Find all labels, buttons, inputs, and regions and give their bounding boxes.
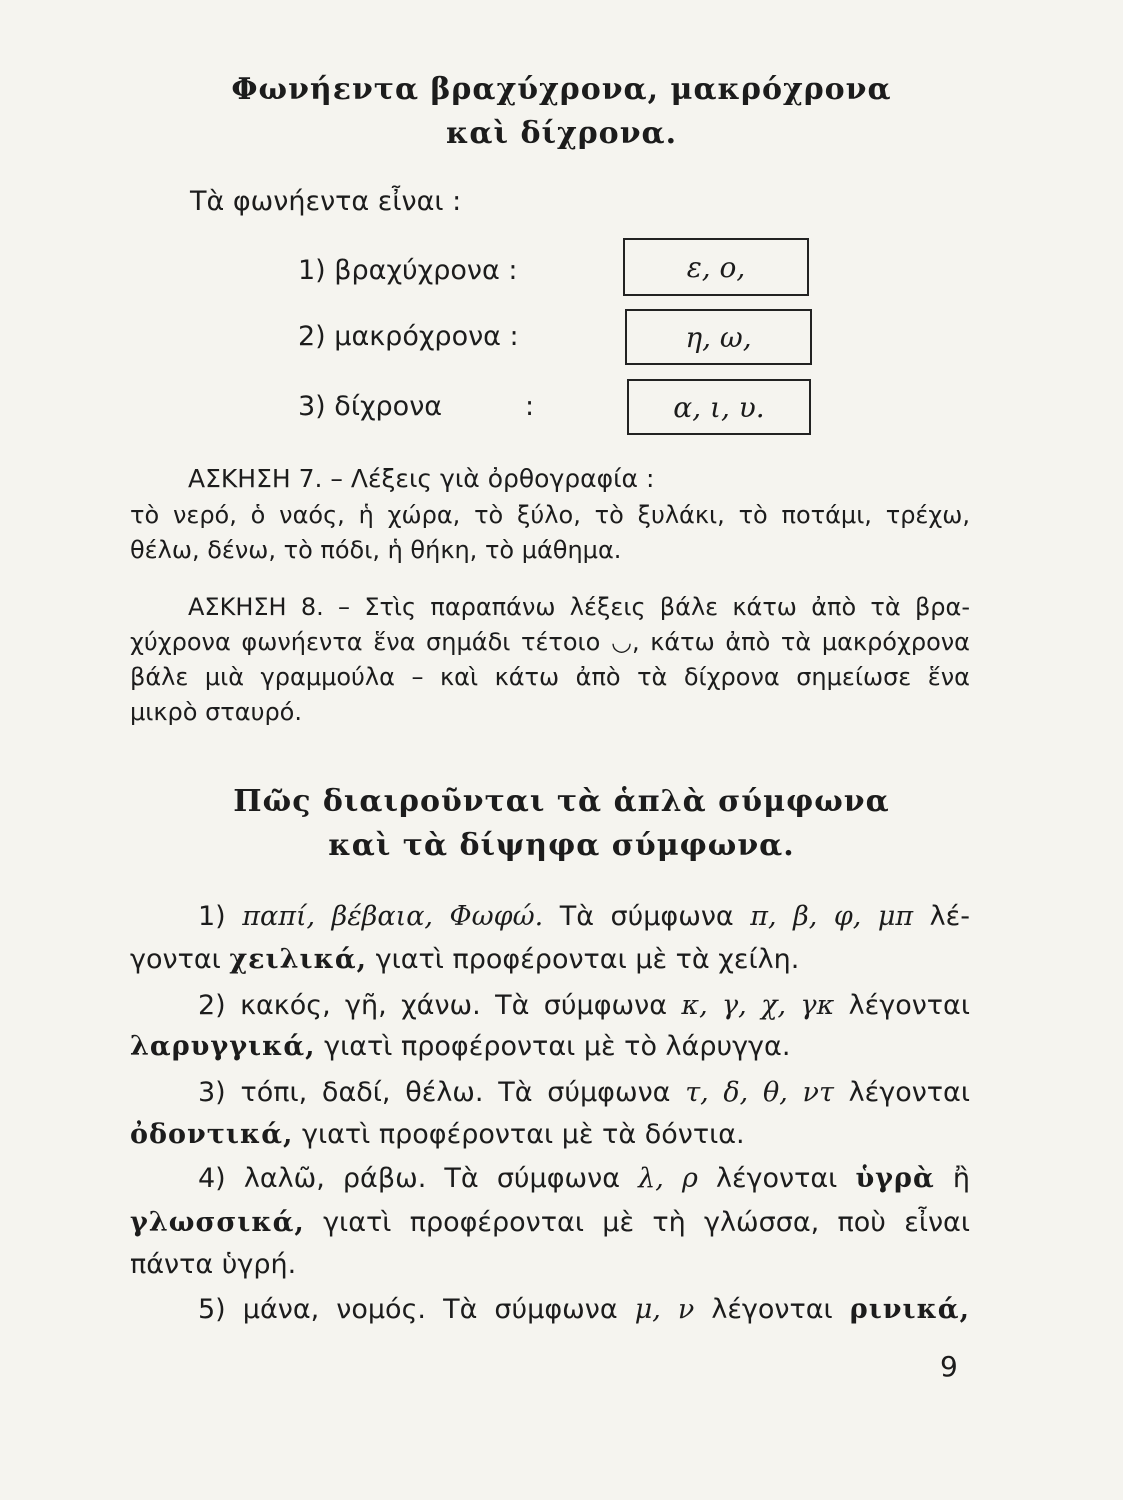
section1-title-line1: Φωνήεντα βραχύχρονα, μακρόχρονα bbox=[231, 72, 892, 107]
exercise7-line3: θέλω, δένω, τὸ πόδι, ἡ θήκη, τὸ μάθημα. bbox=[130, 536, 622, 564]
consonant-item-4-letters: λ, ρ bbox=[638, 1163, 698, 1194]
exercise8-line4: μικρὸ σταυρό. bbox=[130, 698, 302, 726]
consonant-item-4-line2: γλωσσικά, γιατὶ προφέρονται μὲ τὴ γλώσσα, ποὺ εἶναι bbox=[130, 1207, 970, 1238]
vowel-box-1 bbox=[623, 238, 809, 296]
term-labial: χειλικά, bbox=[229, 944, 368, 975]
consonant-item-5-line1: 5) μάνα, νομός. Τὰ σύμφωνα μ, ν λέγονται ρινικά, bbox=[198, 1294, 970, 1325]
section2-title-line2: καὶ τὰ δίψηφα σύμφωνα. bbox=[328, 828, 795, 863]
consonant-item-2-line1: 2) κακός, γῆ, χάνω. Τὰ σύμφωνα κ, γ, χ, γκ λέγονται bbox=[198, 990, 970, 1021]
consonant-item-2-letters: κ, γ, χ, γκ bbox=[681, 990, 835, 1021]
page-number: 9 bbox=[940, 1350, 958, 1383]
consonant-item-1-line1: 1) παπί, βέβαια, Φωφώ. Τὰ σύμφωνα π, β, φ, μπ λέ- bbox=[198, 901, 970, 932]
consonant-item-1-letters: π, β, φ, μπ bbox=[750, 901, 914, 932]
term-nasal: ρινικά, bbox=[849, 1294, 970, 1325]
vowel-box-2 bbox=[625, 309, 812, 365]
consonant-item-3-letters: τ, δ, θ, ντ bbox=[685, 1077, 834, 1108]
consonant-item-3-line2: ὀδοντικά, γιατὶ προφέρονται μὲ τὰ δόντια. bbox=[130, 1119, 745, 1150]
exercise8-line2: χύχρονα φωνήεντα ἕνα σημάδι τέτοιο ◡, κάτω ἀπὸ τὰ μακρόχρονα bbox=[130, 628, 970, 656]
vowel-row-2-label: 2) μακρόχρονα : bbox=[298, 321, 519, 352]
consonant-item-4-line1: 4) λαλῶ, ράβω. Τὰ σύμφωνα λ, ρ λέγονται ὑγρὰ ἢ bbox=[198, 1163, 970, 1194]
vowel-row-1-label: 1) βραχύχρονα : bbox=[298, 255, 518, 286]
vowel-row-3-label: 3) δίχρονα bbox=[298, 391, 443, 422]
consonant-item-3-line1: 3) τόπι, δαδί, θέλω. Τὰ σύμφωνα τ, δ, θ, ντ λέγονται bbox=[198, 1077, 970, 1108]
consonant-item-4-line3: πάντα ὑγρή. bbox=[130, 1249, 297, 1280]
vowel-box-2-value: η, ω, bbox=[685, 320, 752, 354]
term-laryngeal: λαρυγγικά, bbox=[130, 1031, 316, 1062]
vowel-row-3-colon: : bbox=[525, 391, 535, 422]
consonant-item-5-letters: μ, ν bbox=[634, 1294, 695, 1325]
term-lingual: γλωσσικά, bbox=[130, 1207, 305, 1238]
consonant-item-1-examples: παπί, βέβαια, Φωφώ. bbox=[242, 901, 544, 932]
section1-title-line2: καὶ δίχρονα. bbox=[445, 116, 678, 151]
exercise8-line1: ΑΣΚΗΣΗ 8. – Στὶς παραπάνω λέξεις βάλε κάτω ἀπὸ τὰ βρα- bbox=[188, 593, 970, 621]
consonant-item-1-line2: γονται χειλικά, γιατὶ προφέρονται μὲ τὰ χείλη. bbox=[130, 944, 800, 975]
vowel-box-3 bbox=[627, 379, 811, 435]
section1-intro: Τὰ φωνήεντα εἶναι : bbox=[190, 186, 462, 217]
exercise7-line2: τὸ νερό, ὁ ναός, ἡ χώρα, τὸ ξύλο, τὸ ξυλάκι, τὸ ποτάμι, τρέχω, bbox=[130, 501, 970, 529]
exercise8-line3: βάλε μιὰ γραμμούλα – καὶ κάτω ἀπὸ τὰ δίχρονα σημείωσε ἕνα bbox=[130, 663, 970, 691]
section2-title-line1: Πῶς διαιροῦνται τὰ ἁπλὰ σύμφωνα bbox=[233, 784, 890, 819]
vowel-box-1-value: ε, ο, bbox=[686, 250, 746, 284]
exercise7-line1: ΑΣΚΗΣΗ 7. – Λέξεις γιὰ ὀρθογραφία : bbox=[188, 464, 655, 493]
term-dental: ὀδοντικά, bbox=[130, 1119, 294, 1150]
consonant-item-2-line2: λαρυγγικά, γιατὶ προφέρονται μὲ τὸ λάρυγγα. bbox=[130, 1031, 791, 1062]
term-liquid: ὑγρὰ bbox=[855, 1163, 935, 1194]
vowel-box-3-value: α, ι, υ. bbox=[673, 390, 765, 424]
